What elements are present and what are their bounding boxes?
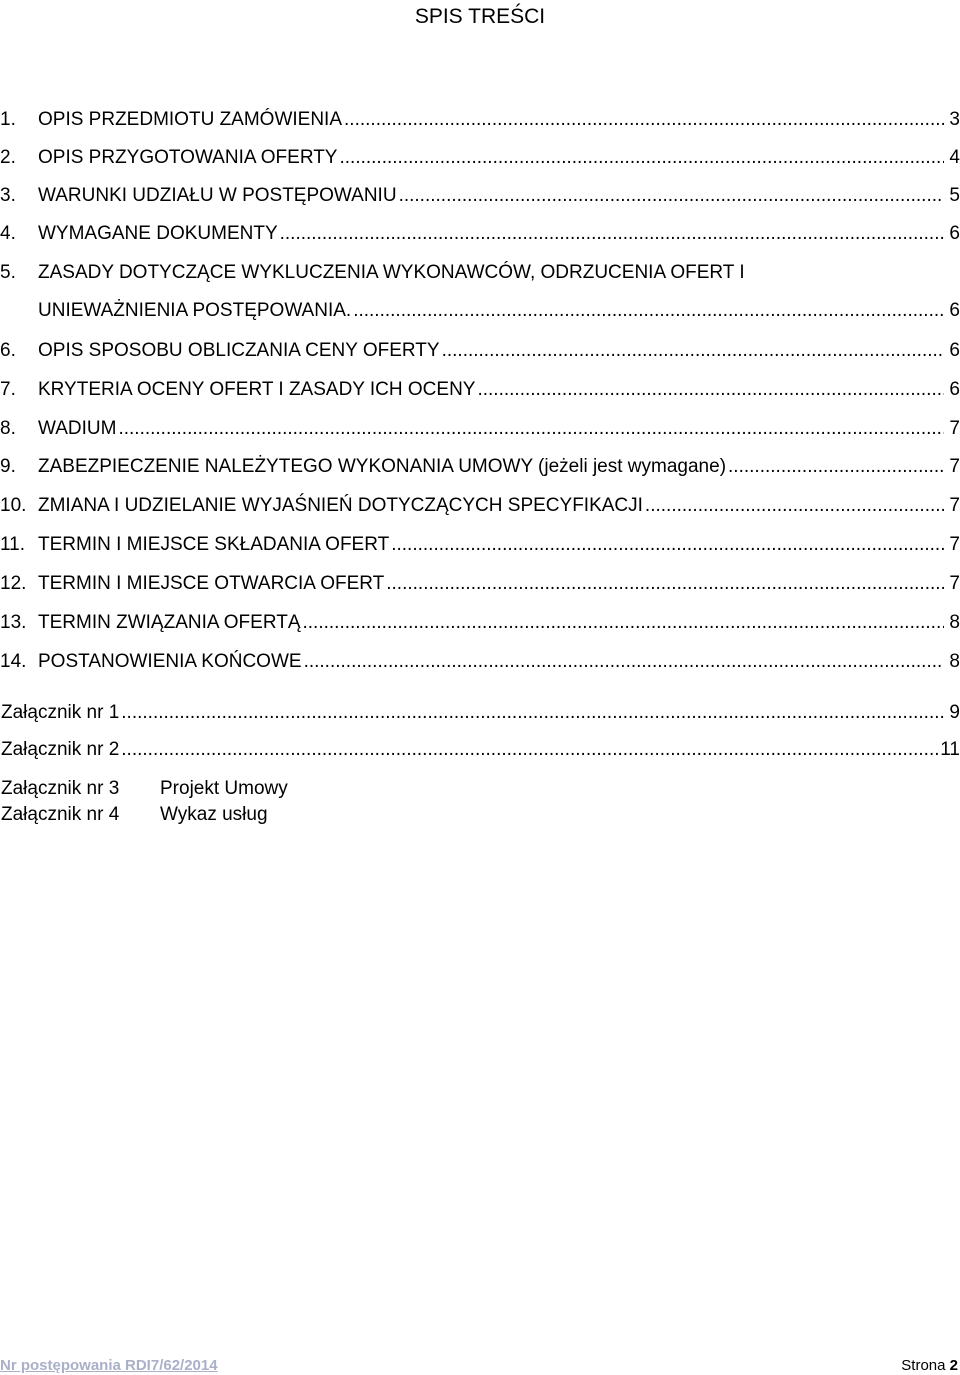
- toc-entry-page: 3: [949, 109, 960, 130]
- toc-entry-title: WYMAGANE DOKUMENTY: [38, 223, 278, 244]
- toc-entry-number: 1.: [0, 109, 16, 130]
- toc-entry-title: OPIS PRZEDMIOTU ZAMÓWIENIA: [38, 109, 343, 130]
- toc-attachment-entry[interactable]: [0, 738, 960, 762]
- toc-entry-number: 10.: [0, 495, 27, 516]
- toc-entry-number: 4.: [0, 223, 16, 244]
- dot-leader: [391, 533, 944, 557]
- toc-entry[interactable]: [0, 455, 960, 479]
- toc-entry[interactable]: [0, 417, 960, 441]
- footer-page-value: 2: [949, 1357, 958, 1374]
- toc-entry-page: 6: [949, 223, 960, 244]
- toc-entry[interactable]: [0, 378, 960, 402]
- attachment-description: Wykaz usług: [160, 804, 268, 825]
- dot-leader: [399, 184, 944, 208]
- toc-entry[interactable]: [0, 572, 960, 596]
- toc-entry-page: 7: [949, 534, 960, 555]
- toc-entry-number: 7.: [0, 379, 16, 400]
- toc-entry-title: POSTANOWIENIA KOŃCOWE: [38, 651, 302, 672]
- dot-leader: [118, 417, 944, 441]
- dot-leader: [121, 701, 944, 725]
- toc-attachment-entry[interactable]: [0, 701, 960, 725]
- toc-entry[interactable]: [0, 611, 960, 635]
- toc-entry[interactable]: [0, 184, 960, 208]
- attachment-line: [1, 803, 268, 827]
- toc-entry-number: 14.: [0, 651, 27, 672]
- page-title: SPIS TREŚCI: [414, 5, 546, 28]
- toc-entry-number: 13.: [0, 612, 27, 633]
- toc-attachment-title: Załącznik nr 2: [1, 739, 120, 760]
- toc-attachment-page: 9: [949, 702, 960, 723]
- footer-page-label: Strona: [901, 1357, 946, 1374]
- toc-entry-number: 8.: [0, 418, 16, 439]
- dot-leader: [344, 108, 944, 132]
- dot-leader: [386, 572, 944, 596]
- dot-leader: [728, 455, 944, 479]
- attachment-line: [1, 777, 288, 801]
- toc-entry-title: OPIS PRZYGOTOWANIA OFERTY: [38, 147, 338, 168]
- toc-entry-number: 3.: [0, 185, 16, 206]
- toc-entry-title: ZMIANA I UDZIELANIE WYJAŚNIEŃ DOTYCZĄCYCH SPECYFIKACJI: [38, 495, 643, 516]
- toc-entry-page: 7: [949, 495, 960, 516]
- toc-entry[interactable]: [0, 108, 960, 132]
- toc-entry-number: 5.: [0, 262, 16, 283]
- toc-entry-page: 6: [949, 300, 960, 321]
- toc-entry-title: ZASADY DOTYCZĄCE WYKLUCZENIA WYKONAWCÓW, ODRZUCENIA OFERT I: [38, 262, 745, 283]
- toc-entry-number: 6.: [0, 340, 16, 361]
- toc-attachment-title: Załącznik nr 1: [1, 702, 120, 723]
- toc-entry-page: 7: [949, 573, 960, 594]
- attachment-label: Załącznik nr 3: [1, 778, 120, 799]
- toc-entry[interactable]: [0, 222, 960, 246]
- toc-entry-page: 7: [949, 418, 960, 439]
- dot-leader: [353, 299, 944, 323]
- toc-entry-title: OPIS SPOSOBU OBLICZANIA CENY OFERTY: [38, 340, 440, 361]
- toc-entry-title: WARUNKI UDZIAŁU W POSTĘPOWANIU: [38, 185, 397, 206]
- toc-entry-page: 4: [949, 147, 960, 168]
- attachment-label: Załącznik nr 4: [1, 804, 120, 825]
- toc-entry-page: 6: [949, 340, 960, 361]
- footer-page-number: [901, 1357, 958, 1375]
- dot-leader: [339, 146, 944, 170]
- toc-entry[interactable]: [0, 339, 960, 363]
- toc-entry-number: 2.: [0, 147, 16, 168]
- toc-entry-number: 11.: [0, 534, 26, 555]
- toc-entry-title: ZABEZPIECZENIE NALEŻYTEGO WYKONANIA UMOWY (jeżeli jest wymagane): [38, 456, 727, 477]
- toc-entry-title: WADIUM: [38, 418, 117, 439]
- dot-leader: [303, 611, 945, 635]
- toc-entry[interactable]: [0, 261, 960, 285]
- toc-entry[interactable]: [0, 533, 960, 557]
- toc-entry-page: 6: [949, 379, 960, 400]
- dot-leader: [121, 738, 940, 762]
- dot-leader: [304, 650, 944, 674]
- toc-entry-title: TERMIN I MIEJSCE OTWARCIA OFERT: [38, 573, 385, 594]
- dot-leader: [645, 494, 944, 518]
- toc-attachment-page: 11: [940, 739, 960, 760]
- dot-leader: [477, 378, 944, 402]
- attachment-description: Projekt Umowy: [160, 778, 288, 799]
- toc-entry[interactable]: [0, 494, 960, 518]
- toc-entry-continuation[interactable]: [0, 299, 960, 323]
- toc-entry[interactable]: [0, 650, 960, 674]
- toc-entry-number: 9.: [0, 456, 16, 477]
- toc-entry-page: 8: [949, 651, 960, 672]
- toc-entry-title: TERMIN I MIEJSCE SKŁADANIA OFERT: [38, 534, 390, 555]
- toc-entry-page: 7: [949, 456, 960, 477]
- dot-leader: [442, 339, 944, 363]
- toc-entry-title: TERMIN ZWIĄZANIA OFERTĄ: [38, 612, 301, 633]
- footer-reference-number: Nr postępowania RDI7/62/2014: [0, 1357, 218, 1374]
- toc-entry-page: 8: [949, 612, 960, 633]
- toc-entry-title: KRYTERIA OCENY OFERT I ZASADY ICH OCENY: [38, 379, 476, 400]
- toc-entry-title-line2: UNIEWAŻNIENIA POSTĘPOWANIA.: [38, 300, 352, 321]
- toc-entry-page: 5: [949, 185, 960, 206]
- toc-entry[interactable]: [0, 146, 960, 170]
- toc-entry-number: 12.: [0, 573, 27, 594]
- dot-leader: [280, 222, 944, 246]
